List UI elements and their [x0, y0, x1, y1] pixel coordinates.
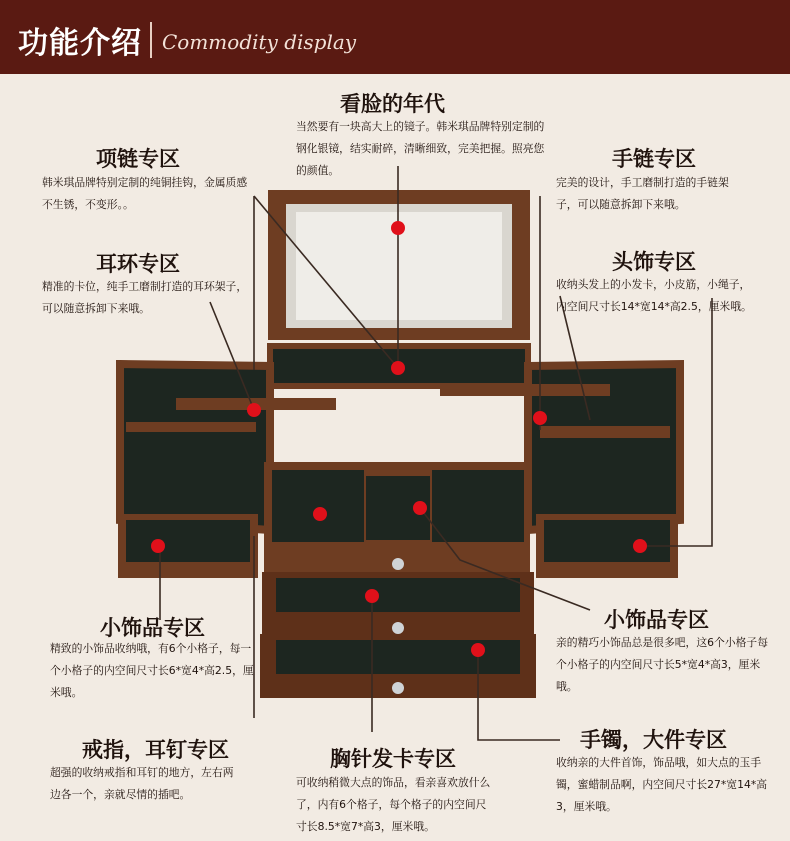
section-desc-ring: 超强的收纳戒指和耳钉的地方，左右两边各一个，亲就尽情的插吧。	[50, 766, 234, 801]
section-desc-mirror: 当然要有一块高大上的镜子。韩米琪品牌特别定制的钢化银镜，结实耐碎，清晰细致，完美把握。照亮您的颜值。	[296, 120, 545, 177]
section-desc-small-right: 亲的精巧小饰品总是很多吧，这6个小格子每个小格子的内空间尺寸长5*宽4*高3，厘米哦。	[556, 636, 769, 693]
section-desc-small-left: 精致的小饰品收纳哦，有6个小格子，每一个小格子的内空间尺寸长6*宽4*高2.5，厘米哦。	[50, 642, 254, 699]
left-wing-compartment	[120, 364, 270, 530]
section-title-small-right: 小饰品专区	[604, 608, 709, 632]
marker-small-right	[633, 539, 647, 553]
section-desc-earring: 精准的卡位，纯手工磨制打造的耳环架子，可以随意拆卸下来哦。	[42, 280, 248, 315]
marker-ring-center	[413, 501, 427, 515]
marker-mirror	[391, 221, 405, 235]
marker-bracelet-chain	[533, 411, 547, 425]
section-title-small-left: 小饰品专区	[100, 616, 205, 640]
header-divider	[150, 22, 152, 58]
marker-bangle	[471, 643, 485, 657]
marker-necklace	[391, 361, 405, 375]
section-title-ring: 戒指，耳钉专区	[82, 738, 229, 762]
bottom-drawer-knob	[392, 682, 404, 694]
section-title-bangle: 手镯，大件专区	[580, 728, 727, 752]
page-header	[0, 0, 790, 74]
bracelet-rack-bar-lower	[540, 426, 670, 438]
section-desc-brooch: 可收纳稍微大点的饰品，看亲喜欢放什么了，内有6个格子，每个格子的内空间尺寸长8.5*宽7*高3，厘米哦。	[296, 776, 491, 833]
section-desc-necklace: 韩米琪品牌特别定制的纯铜挂钩，金属质感不生锈，不变形。。	[42, 176, 248, 211]
section-title-earring: 耳环专区	[96, 252, 180, 276]
ring-tray-knob	[392, 558, 404, 570]
ring-tray-left	[272, 470, 364, 542]
header-title: 功能介绍	[18, 26, 142, 61]
marker-ring-left	[313, 507, 327, 521]
left-small-drawer-inner	[126, 520, 250, 562]
section-title-bracelet-chain: 手链专区	[612, 147, 696, 171]
section-title-necklace: 项链专区	[96, 147, 180, 171]
marker-small-left	[151, 539, 165, 553]
section-title-brooch: 胸针发卡专区	[330, 747, 456, 771]
right-small-drawer-inner	[544, 520, 670, 562]
section-title-hair: 头饰专区	[612, 250, 696, 274]
header-subtitle: Commodity display	[162, 30, 357, 54]
middle-drawer-inner	[276, 578, 520, 612]
bottom-drawer-inner	[276, 640, 520, 674]
middle-drawer-knob	[392, 622, 404, 634]
marker-earring	[247, 403, 261, 417]
section-desc-hair: 收纳头发上的小发卡，小皮筋，小绳子，内空间尺寸长14*宽14*高2.5，厘米哦。	[556, 278, 752, 313]
section-desc-bangle: 收纳亲的大件首饰，饰品哦，如大点的玉手镯，蜜蜡制品啊，内空间尺寸长27*宽14*高3，厘米哦。	[556, 756, 768, 813]
ring-tray-right	[432, 470, 524, 542]
earring-rack-bar-lower	[126, 422, 256, 432]
section-title-mirror: 看脸的年代	[340, 92, 445, 116]
marker-brooch	[365, 589, 379, 603]
section-desc-bracelet-chain: 完美的设计，手工磨制打造的手链架子，可以随意拆卸下来哦。	[556, 176, 729, 211]
